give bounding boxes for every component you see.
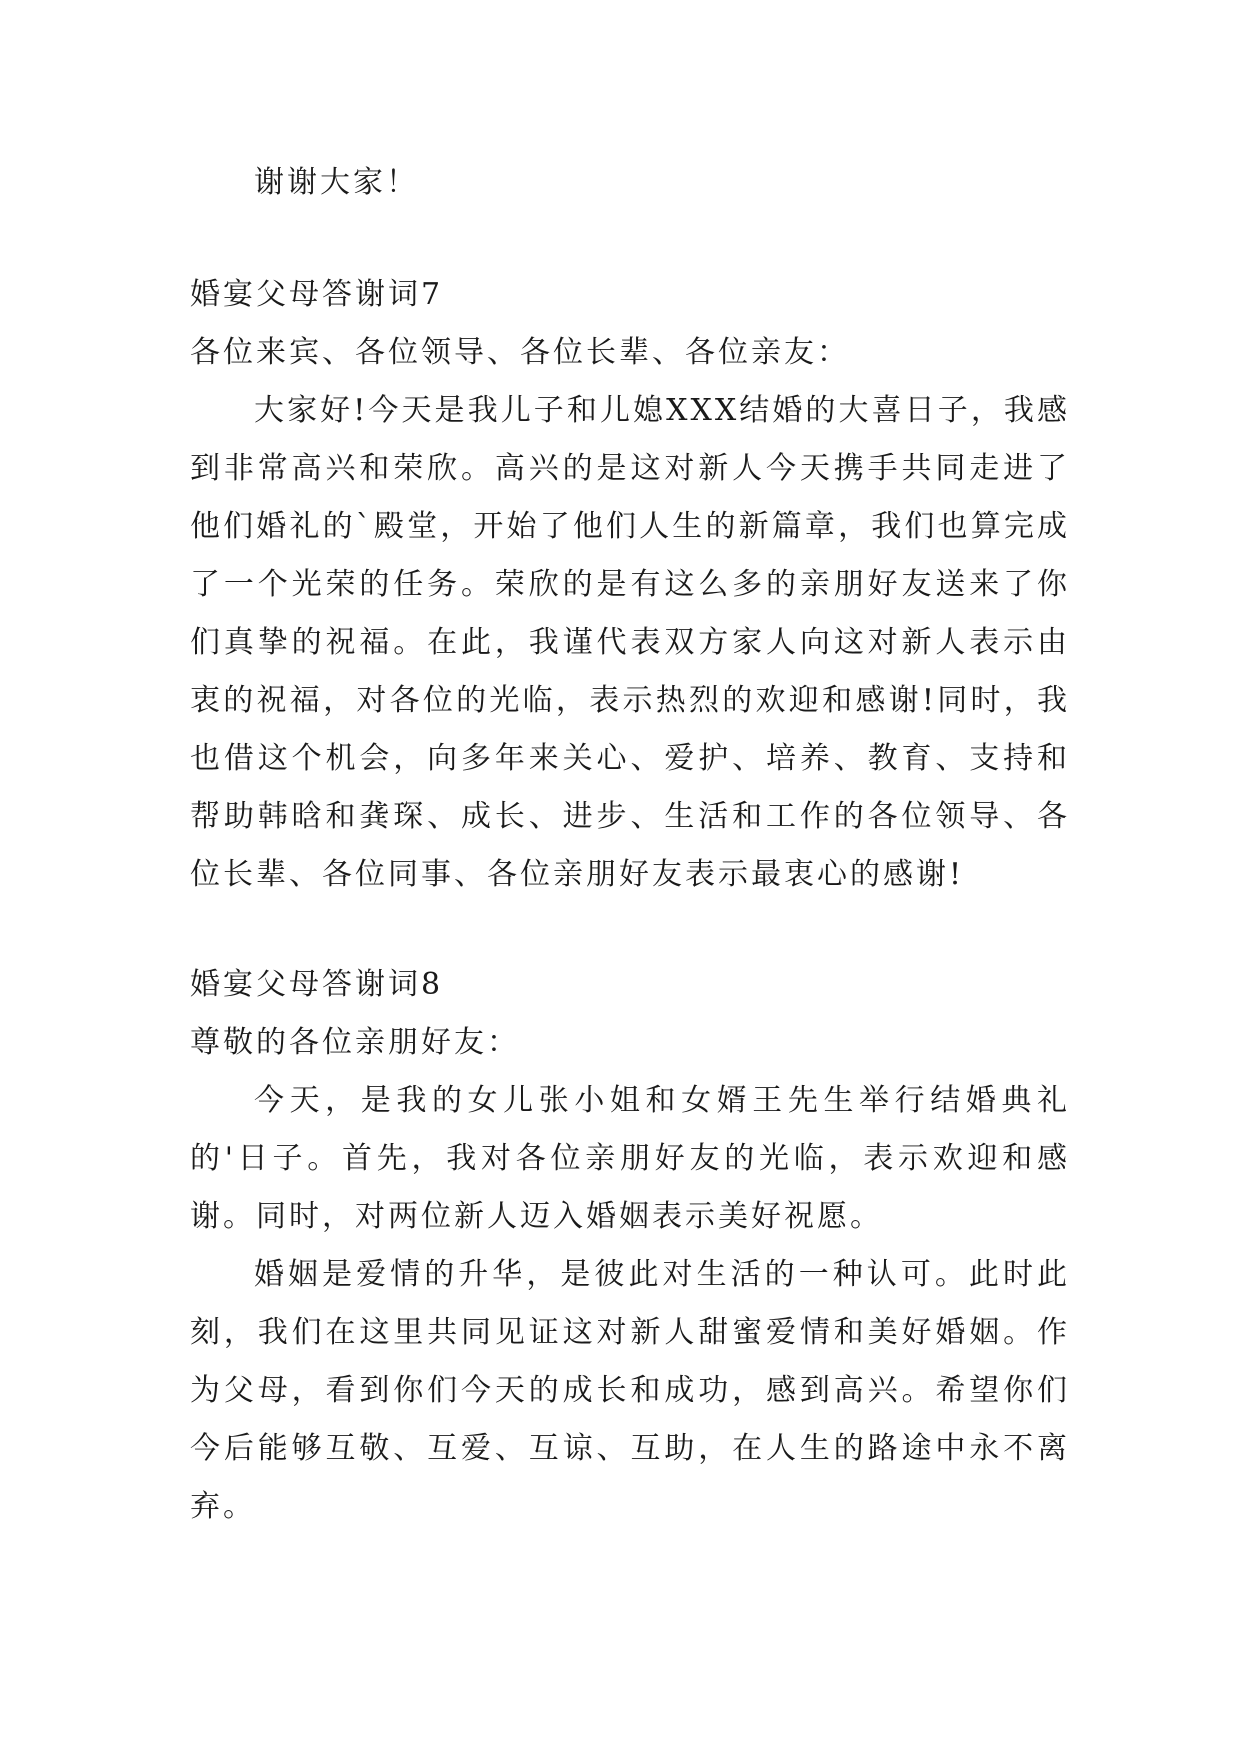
paragraph-7-1: 大家好!今天是我儿子和儿媳XXX结婚的大喜日子，我感到非常高兴和荣欣。高兴的是这对新人今天携手共同走进了他们婚礼的`殿堂，开始了他们人生的新篇章，我们也算完成了一个光荣的任务。荣欣的是有这么多的亲朋好友送来了你们真挚的祝福。在此，我谨代表双方家人向这对新人表示由衷的祝福，对各位的光临，表示热烈的欢迎和感谢!同时，我也借这个机会，向多年来关心、爱护、培养、教育、支持和帮助韩晗和龚琛、成长、进步、生活和工作的各位领导、各位长辈、各位同事、各位亲朋好友表示最衷心的感谢! [190, 393, 1070, 892]
document-body [190, 154, 1070, 1536]
section-title-7: 婚宴父母答谢词7 [190, 277, 444, 312]
paragraph-8-1: 今天，是我的女儿张小姐和女婿王先生举行结婚典礼的'日子。首先，我对各位亲朋好友的光临，表示欢迎和感谢。同时，对两位新人迈入婚姻表示美好祝愿。 [190, 1083, 1070, 1234]
salutation-7: 各位来宾、各位领导、各位长辈、各位亲友： [190, 335, 850, 370]
section-title-8: 婚宴父母答谢词8 [190, 967, 444, 1002]
paragraph-8-2: 婚姻是爱情的升华，是彼此对生活的一种认可。此时此刻，我们在这里共同见证这对新人甜蜜爱情和美好婚姻。作为父母，看到你们今天的成长和成功，感到高兴。希望你们今后能够互敬、互爱、互谅、互助，在人生的路途中永不离弃。 [190, 1257, 1070, 1524]
salutation-8: 尊敬的各位亲朋好友： [190, 1025, 520, 1060]
closing-line: 谢谢大家！ [254, 165, 419, 200]
